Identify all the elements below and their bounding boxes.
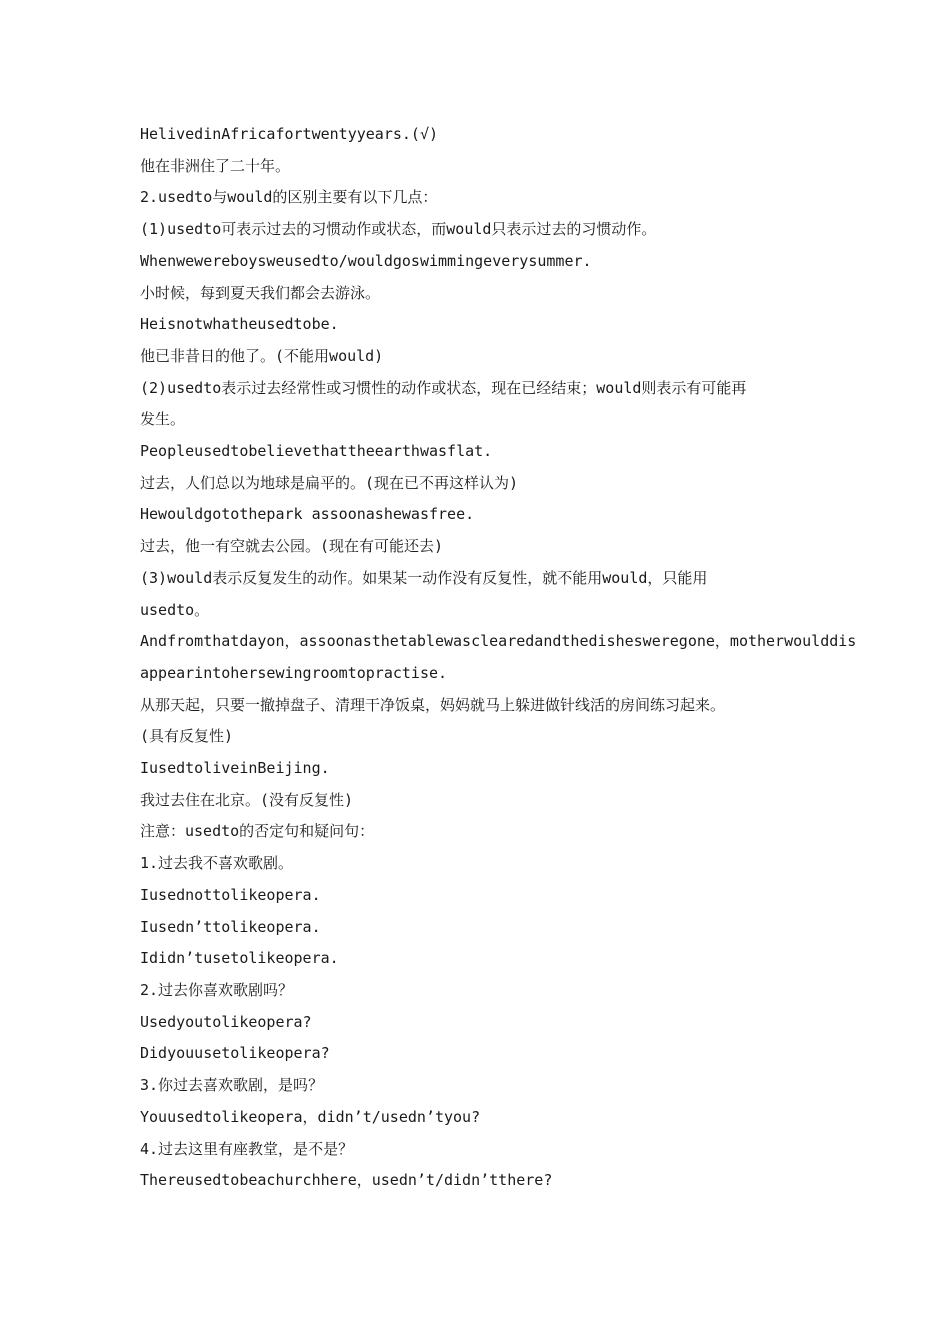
text-line: 他已非昔日的他了。(不能用would) bbox=[140, 346, 384, 365]
text-line: Andfromthatdayon，assoonasthetablewasclearedandthedishesweregone，motherwoulddis bbox=[140, 632, 857, 651]
text-line: Hewouldgotothepark assoonashewasfree. bbox=[140, 505, 475, 524]
text-line: 1.过去我不喜欢歌剧。 bbox=[140, 854, 294, 873]
text-line: (3)would表示反复发生的动作。如果某一动作没有反复性，就不能用would，只能用 bbox=[140, 568, 708, 587]
text-line: Youusedtolikeopera，didn’t/usedn’tyou? bbox=[140, 1107, 481, 1126]
text-line: (具有反复性) bbox=[140, 727, 234, 746]
text-line: Iusednottolikeopera. bbox=[140, 885, 321, 904]
text-line: usedto。 bbox=[140, 600, 210, 619]
text-line: 小时候，每到夏天我们都会去游泳。 bbox=[140, 283, 381, 302]
text-line: 4.过去这里有座教堂，是不是？ bbox=[140, 1139, 354, 1158]
text-line: 2.usedto与would的区别主要有以下几点： bbox=[140, 188, 438, 207]
text-line: 从那天起，只要一撤掉盘子、清理干净饭桌，妈妈就马上躲进做针线活的房间练习起来。 bbox=[140, 695, 726, 714]
text-line: Peopleusedtobelievethattheearthwasflat. bbox=[140, 442, 493, 461]
text-line: IusedtoliveinBeijing. bbox=[140, 759, 330, 778]
text-line: Didyouusetolikeopera? bbox=[140, 1044, 330, 1063]
text-line: 2.过去你喜欢歌剧吗？ bbox=[140, 980, 294, 999]
text-line: Heisnotwhatheusedtobe. bbox=[140, 315, 339, 334]
text-line: 3.你过去喜欢歌剧，是吗？ bbox=[140, 1076, 324, 1095]
text-line: 发生。 bbox=[140, 410, 186, 429]
text-line: 过去，他一有空就去公园。(现在有可能还去) bbox=[140, 537, 444, 556]
text-line: Usedyoutolikeopera? bbox=[140, 1012, 312, 1031]
text-line: (2)usedto表示过去经常性或习惯性的动作或状态，现在已经结束；would则表示有可能再 bbox=[140, 378, 747, 397]
text-line: 注意：usedto的否定句和疑问句： bbox=[140, 822, 375, 841]
text-line: 我过去住在北京。(没有反复性) bbox=[140, 790, 354, 809]
text-line: 他在非洲住了二十年。 bbox=[140, 156, 291, 175]
text-line: (1)usedto可表示过去的习惯动作或状态，而would只表示过去的习惯动作。 bbox=[140, 220, 657, 239]
text-line: appearintohersewingroomtopractise. bbox=[140, 663, 448, 682]
text-line: Whenwewereboysweusedto/wouldgoswimmingeverysummer. bbox=[140, 251, 592, 270]
text-line: Thereusedtobeachurchhere，usedn’t/didn’tthere? bbox=[140, 1171, 553, 1190]
document-body bbox=[140, 119, 857, 1197]
text-line: 过去，人们总以为地球是扁平的。(现在已不再这样认为) bbox=[140, 473, 519, 492]
text-line: Iusedn’ttolikeopera. bbox=[140, 917, 321, 936]
text-line: Ididn’tusetolikeopera. bbox=[140, 949, 339, 968]
text-line: HelivedinAfricafortwentyyears.(√) bbox=[140, 125, 439, 143]
